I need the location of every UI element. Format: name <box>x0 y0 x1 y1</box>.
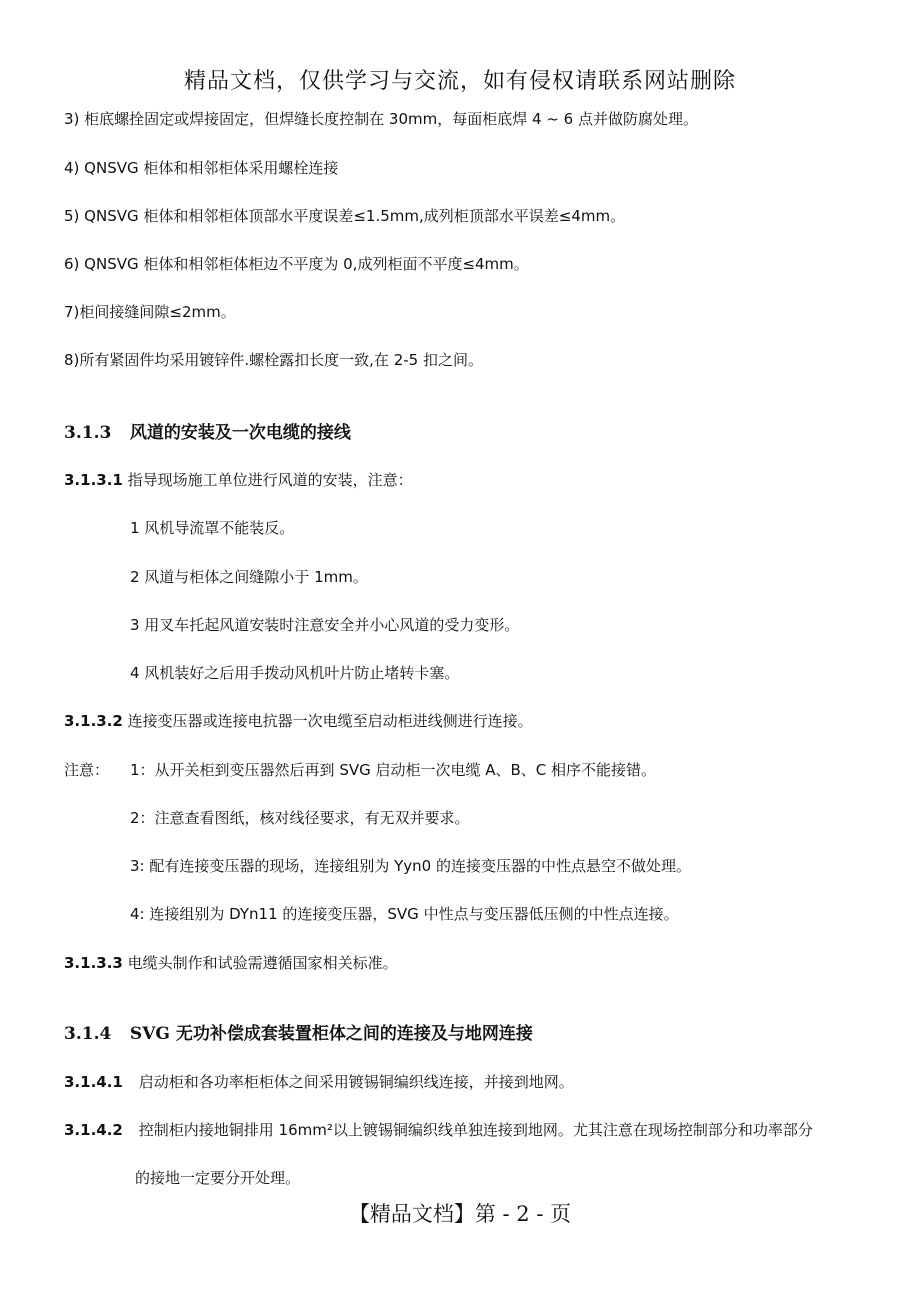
note-item: 3: 配有连接变压器的现场，连接组别为 Yyn0 的连接变压器的中性点悬空不做处理。 <box>130 857 691 875</box>
page-footer: 【精品文档】第 - 2 - 页 <box>348 1202 572 1226</box>
item-3: 3) 柜底螺拴固定或焊接固定，但焊缝长度控制在 30mm，每面柜底焊 4 ~ 6 点并做防腐处理。 <box>64 110 698 128</box>
list-item: 1 风机导流罩不能装反。 <box>130 519 295 537</box>
paragraph-number: 3.1.4.1 <box>64 1073 123 1091</box>
paragraph-text: 控制柜内接地铜排用 16mm²以上镀锡铜编织线单独连接到地网。尤其注意在现场控制部分和功率部分 <box>138 1121 813 1139</box>
section-3-1-3-heading <box>64 418 351 443</box>
item-6: 6) QNSVG 柜体和相邻柜体柜边不平度为 0,成列柜面不平度≤4mm。 <box>64 255 529 273</box>
paragraph-text: 电缆头制作和试验需遵循国家相关标准。 <box>127 954 398 972</box>
note-item: 4: 连接组别为 DYn11 的连接变压器，SVG 中性点与变压器低压侧的中性点连接。 <box>130 905 679 923</box>
paragraph-3-1-3-2 <box>64 711 533 731</box>
paragraph-continuation: 的接地一定要分开处理。 <box>135 1169 301 1187</box>
paragraph-3-1-4-2 <box>64 1120 813 1140</box>
paragraph-number: 3.1.4.2 <box>64 1121 123 1139</box>
section-title: 风道的安装及一次电缆的接线 <box>129 423 351 443</box>
paragraph-3-1-4-1 <box>64 1072 574 1092</box>
item-8: 8)所有紧固件均采用镀锌件.螺栓露扣长度一致,在 2-5 扣之间。 <box>64 351 483 369</box>
list-item: 2 风道与柜体之间缝隙小于 1mm。 <box>130 568 368 586</box>
section-3-1-4-heading <box>64 1019 533 1044</box>
section-title: SVG 无功补偿成套装置柜体之间的连接及与地网连接 <box>129 1024 533 1044</box>
list-item: 4 风机装好之后用手拨动风机叶片防止堵转卡塞。 <box>130 664 460 682</box>
paragraph-text: 指导现场施工单位进行风道的安装，注意： <box>127 471 413 489</box>
paragraph-number: 3.1.3.1 <box>64 471 123 489</box>
paragraph-text: 启动柜和各功率柜柜体之间采用镀锡铜编织线连接，并接到地网。 <box>138 1073 574 1091</box>
paragraph-3-1-3-1 <box>64 470 413 490</box>
note-item: 2：注意查看图纸，核对线径要求，有无双并要求。 <box>130 809 470 827</box>
item-5: 5) QNSVG 柜体和相邻柜体顶部水平度误差≤1.5mm,成列柜顶部水平误差≤4mm。 <box>64 207 626 225</box>
page-header: 精品文档，仅供学习与交流，如有侵权请联系网站删除 <box>183 69 736 94</box>
section-number: 3.1.3 <box>64 423 112 443</box>
item-7: 7)柜间接缝间隙≤2mm。 <box>64 303 236 321</box>
note-item: 1：从开关柜到变压器然后再到 SVG 启动柜一次电缆 A、B、C 相序不能接错。 <box>130 761 657 779</box>
section-number: 3.1.4 <box>64 1024 112 1044</box>
paragraph-number: 3.1.3.3 <box>64 954 123 972</box>
paragraph-text: 连接变压器或连接电抗器一次电缆至启动柜进线侧进行连接。 <box>127 712 533 730</box>
paragraph-number: 3.1.3.2 <box>64 712 123 730</box>
note-label: 注意： <box>64 761 110 779</box>
paragraph-3-1-3-3 <box>64 953 398 973</box>
list-item: 3 用叉车托起风道安装时注意安全并小心风道的受力变形。 <box>130 616 520 634</box>
item-4: 4) QNSVG 柜体和相邻柜体采用螺栓连接 <box>64 159 339 177</box>
